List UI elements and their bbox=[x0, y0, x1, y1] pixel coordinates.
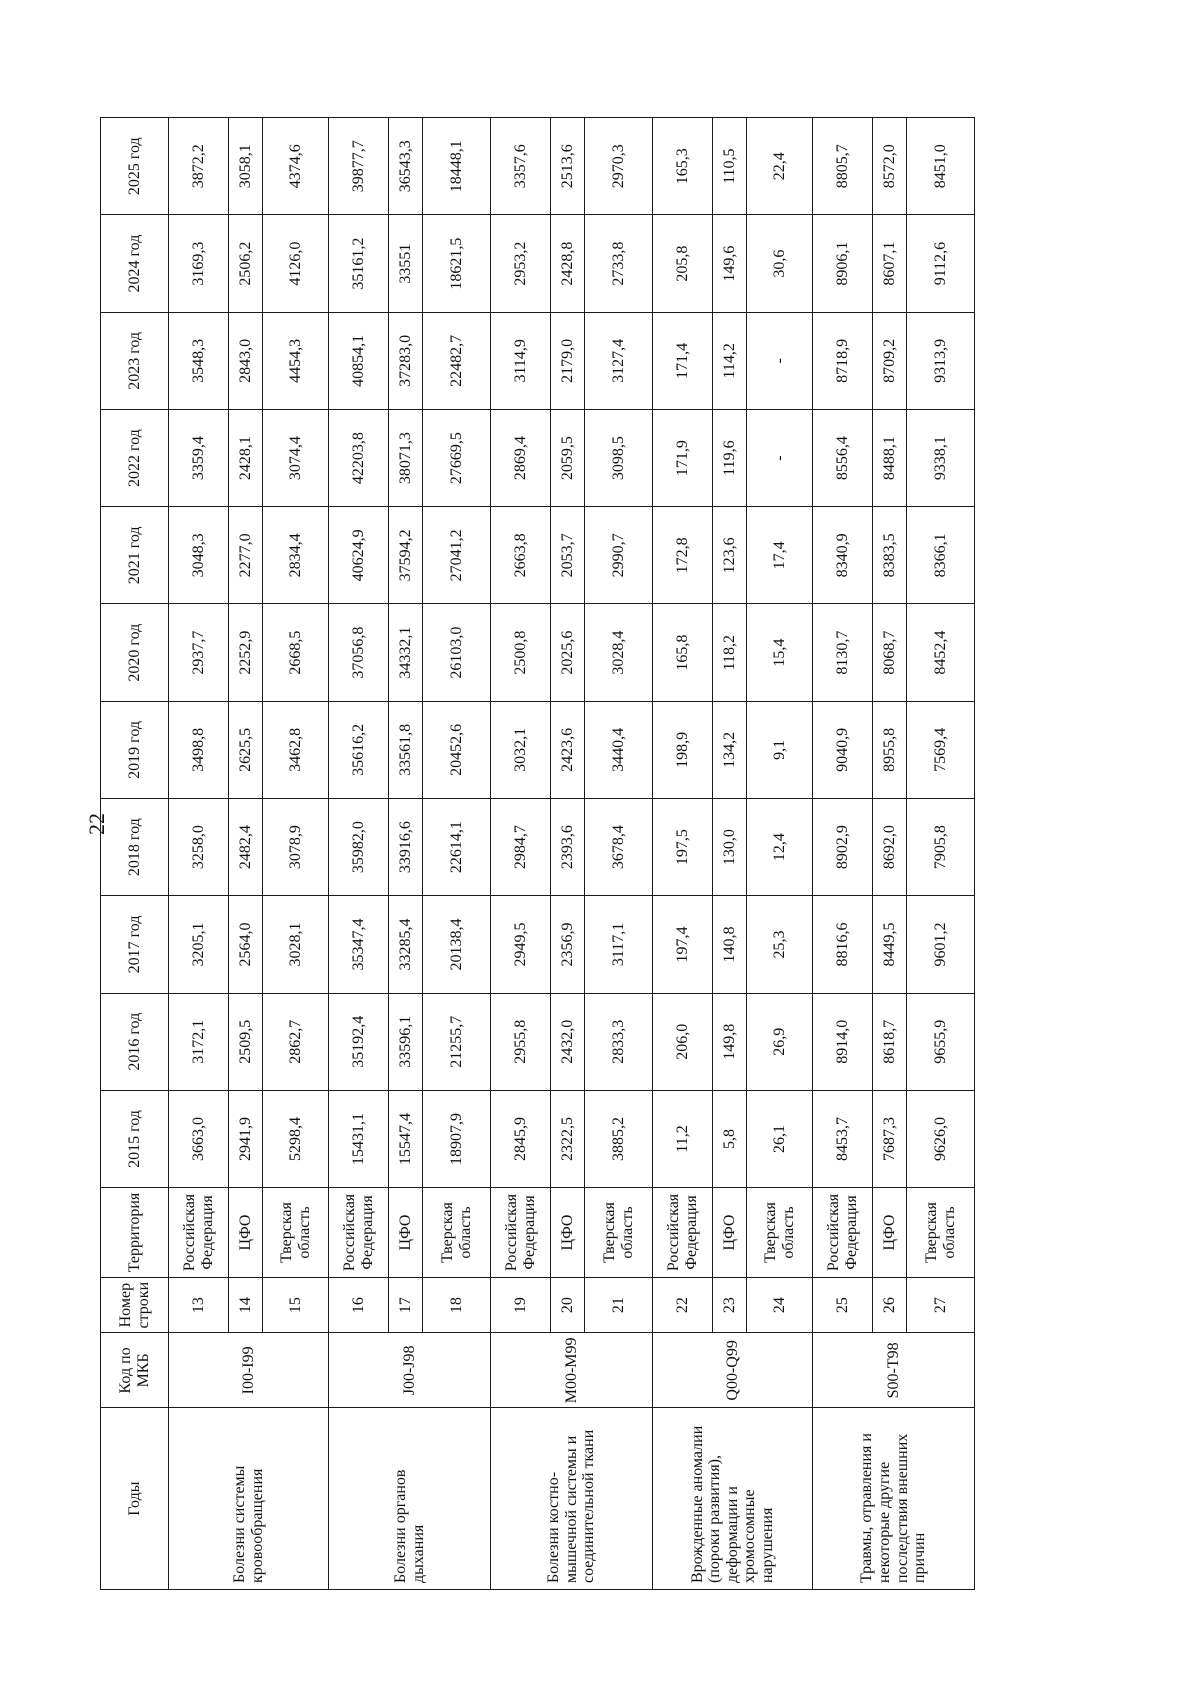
value-cell: 206,0 bbox=[653, 993, 713, 1090]
value-cell: 27041,2 bbox=[423, 507, 491, 604]
value-cell: 3357,6 bbox=[491, 118, 551, 215]
value-cell: 3098,5 bbox=[585, 409, 653, 506]
row-number-cell: 18 bbox=[423, 1277, 491, 1333]
value-cell: 123,6 bbox=[713, 507, 747, 604]
value-cell: 2423,6 bbox=[551, 701, 585, 798]
value-cell: 149,6 bbox=[713, 215, 747, 312]
header-year: 2025 год bbox=[101, 118, 169, 215]
value-cell: 26,9 bbox=[747, 993, 813, 1090]
value-cell: 22614,1 bbox=[423, 799, 491, 896]
value-cell: 172,8 bbox=[653, 507, 713, 604]
value-cell: 2668,5 bbox=[263, 604, 329, 701]
value-cell: 22482,7 bbox=[423, 312, 491, 409]
icd-code-cell: I00-I99 bbox=[169, 1333, 329, 1408]
header-year: 2015 год bbox=[101, 1090, 169, 1187]
row-number-cell: 21 bbox=[585, 1277, 653, 1333]
header-territory: Территория bbox=[101, 1188, 169, 1278]
value-cell: 8902,9 bbox=[813, 799, 873, 896]
territory-cell: Тверская область bbox=[263, 1188, 329, 1278]
value-cell: 34332,1 bbox=[389, 604, 423, 701]
territory-cell: Тверская область bbox=[907, 1188, 975, 1278]
value-cell: 140,8 bbox=[713, 896, 747, 993]
value-cell: 4126,0 bbox=[263, 215, 329, 312]
table-row bbox=[813, 118, 873, 1590]
value-cell: 2663,8 bbox=[491, 507, 551, 604]
value-cell: 9,1 bbox=[747, 701, 813, 798]
value-cell: 3548,3 bbox=[169, 312, 229, 409]
value-cell: 165,3 bbox=[653, 118, 713, 215]
header-year: 2022 год bbox=[101, 409, 169, 506]
header-year: 2024 год bbox=[101, 215, 169, 312]
value-cell: 2428,1 bbox=[229, 409, 263, 506]
value-cell: 33551 bbox=[389, 215, 423, 312]
value-cell: 8914,0 bbox=[813, 993, 873, 1090]
value-cell: 26103,0 bbox=[423, 604, 491, 701]
value-cell: 8449,5 bbox=[873, 896, 907, 993]
value-cell: 35347,4 bbox=[329, 896, 389, 993]
value-cell: 18621,5 bbox=[423, 215, 491, 312]
value-cell: 8906,1 bbox=[813, 215, 873, 312]
value-cell: 33285,4 bbox=[389, 896, 423, 993]
value-cell: 2833,3 bbox=[585, 993, 653, 1090]
header-year: 2018 год bbox=[101, 799, 169, 896]
value-cell: 8607,1 bbox=[873, 215, 907, 312]
value-cell: 2322,5 bbox=[551, 1090, 585, 1187]
value-cell: 3359,4 bbox=[169, 409, 229, 506]
row-number-cell: 15 bbox=[263, 1277, 329, 1333]
territory-cell: ЦФО bbox=[551, 1188, 585, 1278]
value-cell: 8488,1 bbox=[873, 409, 907, 506]
row-number-cell: 25 bbox=[813, 1277, 873, 1333]
disease-group-cell: Врожденные аномалии (пороки развития), деформации и хромосомные нарушения bbox=[653, 1408, 813, 1590]
value-cell: 4454,3 bbox=[263, 312, 329, 409]
value-cell: 7905,8 bbox=[907, 799, 975, 896]
value-cell: 197,5 bbox=[653, 799, 713, 896]
row-number-cell: 20 bbox=[551, 1277, 585, 1333]
icd-code-cell: M00-M99 bbox=[491, 1333, 653, 1408]
value-cell: 118,2 bbox=[713, 604, 747, 701]
value-cell: 3172,1 bbox=[169, 993, 229, 1090]
value-cell: 20452,6 bbox=[423, 701, 491, 798]
value-cell: 2733,8 bbox=[585, 215, 653, 312]
value-cell: 18907,9 bbox=[423, 1090, 491, 1187]
value-cell: 2953,2 bbox=[491, 215, 551, 312]
value-cell: 3114,9 bbox=[491, 312, 551, 409]
value-cell: 2393,6 bbox=[551, 799, 585, 896]
value-cell: 2025,6 bbox=[551, 604, 585, 701]
value-cell: 2059,5 bbox=[551, 409, 585, 506]
value-cell: 12,4 bbox=[747, 799, 813, 896]
value-cell: 119,6 bbox=[713, 409, 747, 506]
value-cell: 37056,8 bbox=[329, 604, 389, 701]
header-row bbox=[101, 118, 169, 1590]
value-cell: 198,9 bbox=[653, 701, 713, 798]
value-cell: 2834,4 bbox=[263, 507, 329, 604]
value-cell: 2941,9 bbox=[229, 1090, 263, 1187]
value-cell: 5298,4 bbox=[263, 1090, 329, 1187]
value-cell: 8453,7 bbox=[813, 1090, 873, 1187]
icd-code-cell: Q00-Q99 bbox=[653, 1333, 813, 1408]
row-number-cell: 19 bbox=[491, 1277, 551, 1333]
value-cell: 149,8 bbox=[713, 993, 747, 1090]
value-cell: 8816,6 bbox=[813, 896, 873, 993]
value-cell: 3117,1 bbox=[585, 896, 653, 993]
value-cell: 9112,6 bbox=[907, 215, 975, 312]
value-cell: 2625,5 bbox=[229, 701, 263, 798]
value-cell: 26,1 bbox=[747, 1090, 813, 1187]
page-number: 22 bbox=[84, 813, 109, 835]
territory-cell: ЦФО bbox=[873, 1188, 907, 1278]
value-cell: 8452,4 bbox=[907, 604, 975, 701]
value-cell: 171,4 bbox=[653, 312, 713, 409]
row-number-cell: 23 bbox=[713, 1277, 747, 1333]
value-cell: 33916,6 bbox=[389, 799, 423, 896]
value-cell: 3074,4 bbox=[263, 409, 329, 506]
row-number-cell: 27 bbox=[907, 1277, 975, 1333]
value-cell: 2513,6 bbox=[551, 118, 585, 215]
value-cell: 2843,0 bbox=[229, 312, 263, 409]
value-cell: 37283,0 bbox=[389, 312, 423, 409]
value-cell: 8556,4 bbox=[813, 409, 873, 506]
value-cell: 2564,0 bbox=[229, 896, 263, 993]
value-cell: 3205,1 bbox=[169, 896, 229, 993]
territory-cell: Тверская область bbox=[585, 1188, 653, 1278]
value-cell: 2862,7 bbox=[263, 993, 329, 1090]
territory-cell: ЦФО bbox=[713, 1188, 747, 1278]
value-cell: 8692,0 bbox=[873, 799, 907, 896]
value-cell: 8709,2 bbox=[873, 312, 907, 409]
value-cell: 197,4 bbox=[653, 896, 713, 993]
value-cell: 8340,9 bbox=[813, 507, 873, 604]
value-cell: 114,2 bbox=[713, 312, 747, 409]
value-cell: 8451,0 bbox=[907, 118, 975, 215]
value-cell: 30,6 bbox=[747, 215, 813, 312]
value-cell: 40854,1 bbox=[329, 312, 389, 409]
value-cell: 3048,3 bbox=[169, 507, 229, 604]
value-cell: 2053,7 bbox=[551, 507, 585, 604]
value-cell: - bbox=[747, 312, 813, 409]
value-cell: 3462,8 bbox=[263, 701, 329, 798]
value-cell: 15,4 bbox=[747, 604, 813, 701]
value-cell: 8955,8 bbox=[873, 701, 907, 798]
value-cell: 2869,4 bbox=[491, 409, 551, 506]
value-cell: 9313,9 bbox=[907, 312, 975, 409]
value-cell: 42203,8 bbox=[329, 409, 389, 506]
territory-cell: Российская Федерация bbox=[653, 1188, 713, 1278]
header-icd: Код по МКБ bbox=[101, 1333, 169, 1408]
value-cell: 2277,0 bbox=[229, 507, 263, 604]
icd-code-cell: J00-J98 bbox=[329, 1333, 491, 1408]
value-cell: 3498,8 bbox=[169, 701, 229, 798]
table-row bbox=[653, 118, 713, 1590]
territory-cell: Российская Федерация bbox=[813, 1188, 873, 1278]
value-cell: 15547,4 bbox=[389, 1090, 423, 1187]
table-row bbox=[491, 118, 551, 1590]
row-number-cell: 16 bbox=[329, 1277, 389, 1333]
value-cell: 11,2 bbox=[653, 1090, 713, 1187]
value-cell: 3032,1 bbox=[491, 701, 551, 798]
territory-cell: Российская Федерация bbox=[491, 1188, 551, 1278]
value-cell: 8805,7 bbox=[813, 118, 873, 215]
value-cell: 3258,0 bbox=[169, 799, 229, 896]
row-number-cell: 22 bbox=[653, 1277, 713, 1333]
value-cell: 8366,1 bbox=[907, 507, 975, 604]
value-cell: 7687,3 bbox=[873, 1090, 907, 1187]
disease-group-cell: Травмы, отравления и некоторые другие последствия внешних причин bbox=[813, 1408, 975, 1590]
value-cell: 25,3 bbox=[747, 896, 813, 993]
value-cell: 2482,4 bbox=[229, 799, 263, 896]
value-cell: 2432,0 bbox=[551, 993, 585, 1090]
value-cell: 2252,9 bbox=[229, 604, 263, 701]
value-cell: 3872,2 bbox=[169, 118, 229, 215]
value-cell: 2984,7 bbox=[491, 799, 551, 896]
value-cell: 3058,1 bbox=[229, 118, 263, 215]
value-cell: 9626,0 bbox=[907, 1090, 975, 1187]
row-number-cell: 14 bbox=[229, 1277, 263, 1333]
value-cell: 5,8 bbox=[713, 1090, 747, 1187]
value-cell: 2990,7 bbox=[585, 507, 653, 604]
value-cell: 8068,7 bbox=[873, 604, 907, 701]
row-number-cell: 13 bbox=[169, 1277, 229, 1333]
value-cell: 22,4 bbox=[747, 118, 813, 215]
territory-cell: Российская Федерация bbox=[169, 1188, 229, 1278]
value-cell: 2506,2 bbox=[229, 215, 263, 312]
value-cell: 18448,1 bbox=[423, 118, 491, 215]
value-cell: 15431,1 bbox=[329, 1090, 389, 1187]
disease-group-cell: Болезни системы кровообращения bbox=[169, 1408, 329, 1590]
value-cell: 2509,5 bbox=[229, 993, 263, 1090]
value-cell: 3885,2 bbox=[585, 1090, 653, 1187]
value-cell: 35192,4 bbox=[329, 993, 389, 1090]
header-year: 2020 год bbox=[101, 604, 169, 701]
value-cell: 165,8 bbox=[653, 604, 713, 701]
header-years: Годы bbox=[101, 1408, 169, 1590]
value-cell: 4374,6 bbox=[263, 118, 329, 215]
value-cell: 40624,9 bbox=[329, 507, 389, 604]
value-cell: 134,2 bbox=[713, 701, 747, 798]
value-cell: 2955,8 bbox=[491, 993, 551, 1090]
value-cell: 171,9 bbox=[653, 409, 713, 506]
value-cell: 8718,9 bbox=[813, 312, 873, 409]
value-cell: 8130,7 bbox=[813, 604, 873, 701]
value-cell: 2845,9 bbox=[491, 1090, 551, 1187]
value-cell: 2428,8 bbox=[551, 215, 585, 312]
value-cell: 8618,7 bbox=[873, 993, 907, 1090]
value-cell: 3078,9 bbox=[263, 799, 329, 896]
row-number-cell: 24 bbox=[747, 1277, 813, 1333]
value-cell: 130,0 bbox=[713, 799, 747, 896]
value-cell: 2179,0 bbox=[551, 312, 585, 409]
table-row bbox=[329, 118, 389, 1590]
row-number-cell: 26 bbox=[873, 1277, 907, 1333]
table-body bbox=[169, 118, 975, 1590]
disease-group-cell: Болезни костно-мышечной системы и соединительной ткани bbox=[491, 1408, 653, 1590]
value-cell: - bbox=[747, 409, 813, 506]
value-cell: 205,8 bbox=[653, 215, 713, 312]
header-year: 2019 год bbox=[101, 701, 169, 798]
rotated-table-container bbox=[100, 117, 1080, 1590]
value-cell: 36543,3 bbox=[389, 118, 423, 215]
value-cell: 3440,4 bbox=[585, 701, 653, 798]
value-cell: 3663,0 bbox=[169, 1090, 229, 1187]
value-cell: 3028,1 bbox=[263, 896, 329, 993]
disease-group-cell: Болезни органов дыхания bbox=[329, 1408, 491, 1590]
territory-cell: ЦФО bbox=[229, 1188, 263, 1278]
value-cell: 35616,2 bbox=[329, 701, 389, 798]
territory-cell: Российская Федерация bbox=[329, 1188, 389, 1278]
header-year: 2021 год bbox=[101, 507, 169, 604]
value-cell: 110,5 bbox=[713, 118, 747, 215]
territory-cell: Тверская область bbox=[423, 1188, 491, 1278]
header-year: 2016 год bbox=[101, 993, 169, 1090]
value-cell: 2970,3 bbox=[585, 118, 653, 215]
value-cell: 3028,4 bbox=[585, 604, 653, 701]
value-cell: 3127,4 bbox=[585, 312, 653, 409]
value-cell: 3169,3 bbox=[169, 215, 229, 312]
value-cell: 21255,7 bbox=[423, 993, 491, 1090]
value-cell: 2500,8 bbox=[491, 604, 551, 701]
row-number-cell: 17 bbox=[389, 1277, 423, 1333]
value-cell: 8383,5 bbox=[873, 507, 907, 604]
value-cell: 7569,4 bbox=[907, 701, 975, 798]
value-cell: 9601,2 bbox=[907, 896, 975, 993]
statistics-table bbox=[100, 117, 975, 1590]
value-cell: 2356,9 bbox=[551, 896, 585, 993]
value-cell: 38071,3 bbox=[389, 409, 423, 506]
value-cell: 2937,7 bbox=[169, 604, 229, 701]
territory-cell: ЦФО bbox=[389, 1188, 423, 1278]
value-cell: 39877,7 bbox=[329, 118, 389, 215]
value-cell: 35982,0 bbox=[329, 799, 389, 896]
territory-cell: Тверская область bbox=[747, 1188, 813, 1278]
icd-code-cell: S00-T98 bbox=[813, 1333, 975, 1408]
value-cell: 33596,1 bbox=[389, 993, 423, 1090]
value-cell: 17,4 bbox=[747, 507, 813, 604]
value-cell: 8572,0 bbox=[873, 118, 907, 215]
value-cell: 33561,8 bbox=[389, 701, 423, 798]
value-cell: 35161,2 bbox=[329, 215, 389, 312]
value-cell: 27669,5 bbox=[423, 409, 491, 506]
header-year: 2023 год bbox=[101, 312, 169, 409]
value-cell: 9655,9 bbox=[907, 993, 975, 1090]
header-year: 2017 год bbox=[101, 896, 169, 993]
value-cell: 9338,1 bbox=[907, 409, 975, 506]
value-cell: 3678,4 bbox=[585, 799, 653, 896]
header-row-number: Номер строки bbox=[101, 1277, 169, 1333]
value-cell: 37594,2 bbox=[389, 507, 423, 604]
value-cell: 20138,4 bbox=[423, 896, 491, 993]
table-row bbox=[169, 118, 229, 1590]
value-cell: 9040,9 bbox=[813, 701, 873, 798]
value-cell: 2949,5 bbox=[491, 896, 551, 993]
